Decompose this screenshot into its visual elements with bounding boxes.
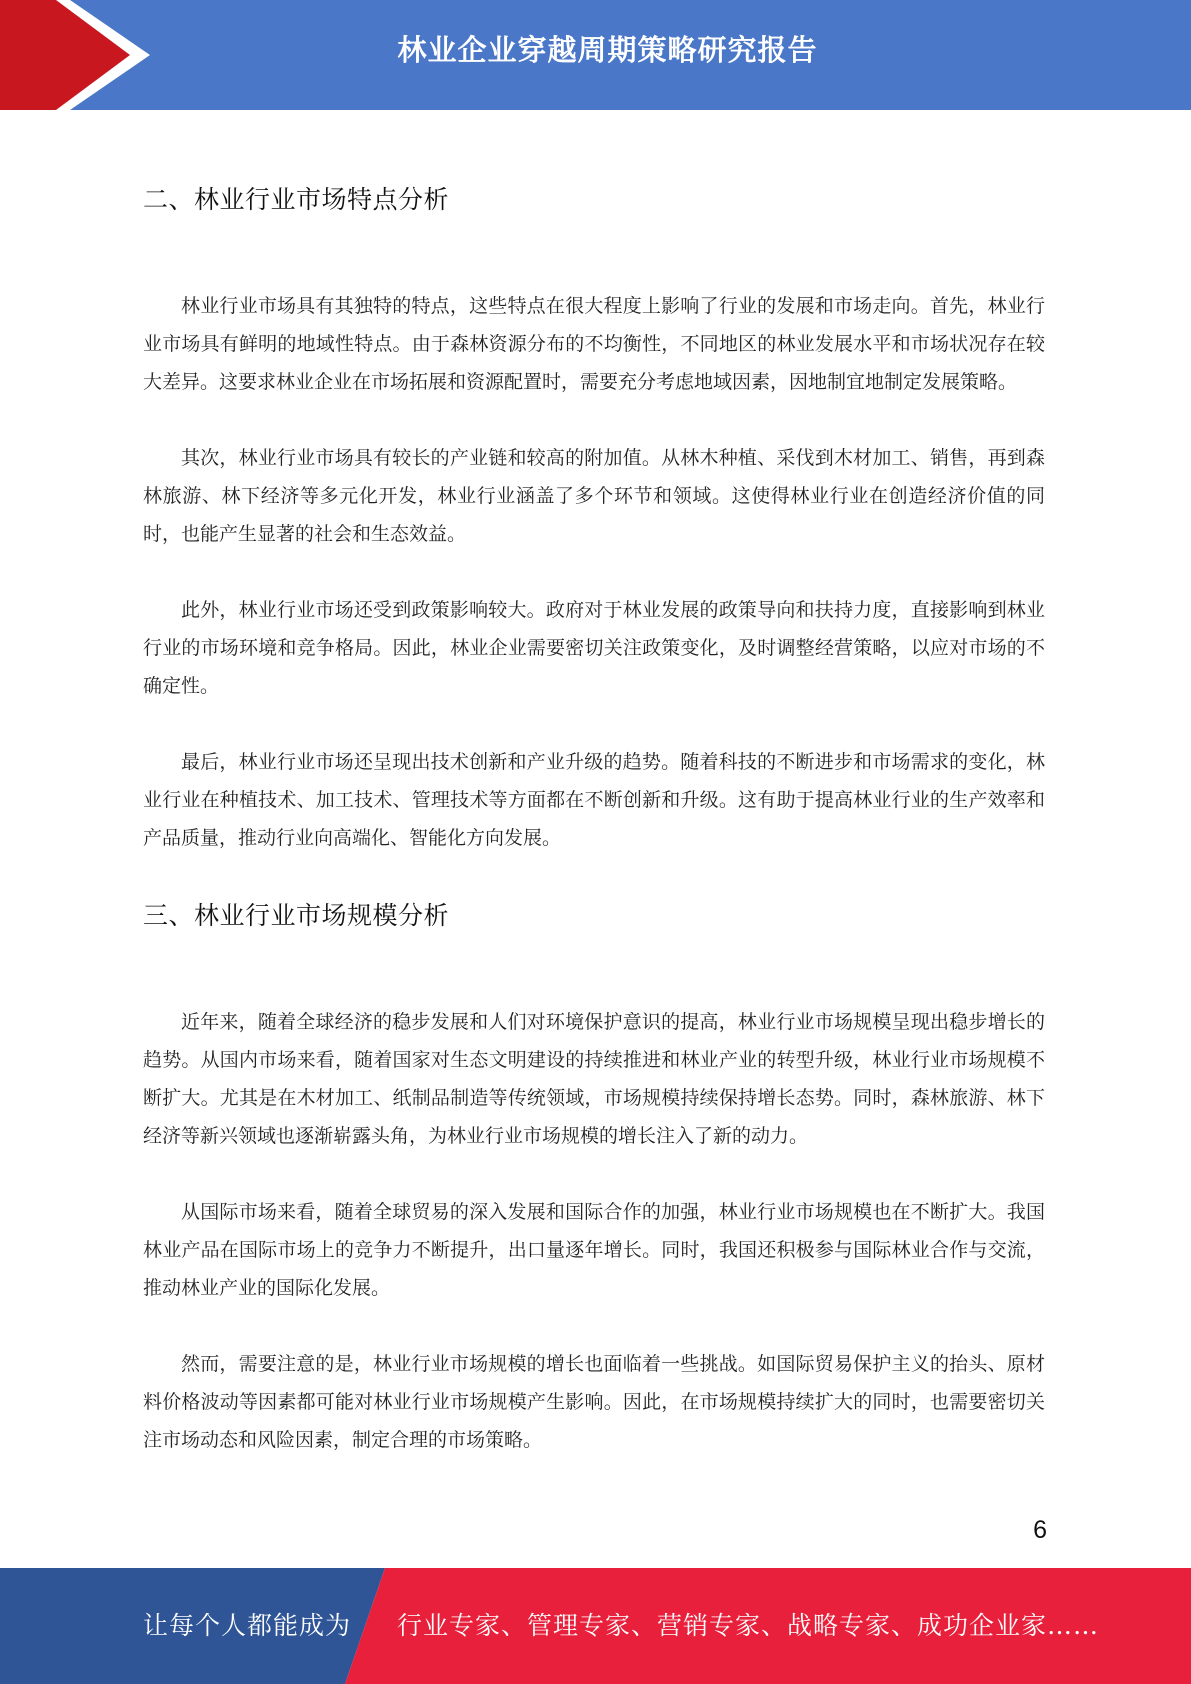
paragraph: 林业行业市场具有其独特的特点，这些特点在很大程度上影响了行业的发展和市场走向。首先，林业行业市场具有鲜明的地域性特点。由于森林资源分布的不均衡性，不同地区的林业发展水平和市场状况存在较大差异。这要求林业企业在市场拓展和资源配置时，需要充分考虑地域因素，因地制宜地制定发展策略。 [143,295,1045,393]
header-band [0,0,1191,110]
paragraph: 从国际市场来看，随着全球贸易的深入发展和国际合作的加强，林业行业市场规模也在不断扩大。我国林业产品在国际市场上的竞争力不断提升，出口量逐年增长。同时，我国还积极参与国际林业合作与交流，推动林业产业的国际化发展。 [143,1201,1045,1299]
footer-band [0,1568,1191,1684]
report-title: 林业企业穿越周期策略研究报告 [397,33,818,67]
paragraph: 近年来，随着全球经济的稳步发展和人们对环境保护意识的提高，林业行业市场规模呈现出稳步增长的趋势。从国内市场来看，随着国家对生态文明建设的持续推进和林业产业的转型升级，林业行业市场规模不断扩大。尤其是在木材加工、纸制品制造等传统领域，市场规模持续保持增长态势。同时，森林旅游、林下经济等新兴领域也逐渐崭露头角，为林业行业市场规模的增长注入了新的动力。 [143,1011,1045,1147]
paragraph: 最后，林业行业市场还呈现出技术创新和产业升级的趋势。随着科技的不断进步和市场需求的变化，林业行业在种植技术、加工技术、管理技术等方面都在不断创新和升级。这有助于提高林业行业的生产效率和产品质量，推动行业向高端化、智能化方向发展。 [143,751,1045,849]
paragraph: 然而，需要注意的是，林业行业市场规模的增长也面临着一些挑战。如国际贸易保护主义的抬头、原材料价格波动等因素都可能对林业行业市场规模产生影响。因此，在市场规模持续扩大的同时，也需要密切关注市场动态和风险因素，制定合理的市场策略。 [143,1353,1045,1451]
footer-slogan-left: 让每个人都能成为 [143,1611,352,1640]
paragraph: 其次，林业行业市场具有较长的产业链和较高的附加值。从林木种植、采伐到木材加工、销售，再到森林旅游、林下经济等多元化开发，林业行业涵盖了多个环节和领域。这使得林业行业在创造经济价值的同时，也能产生显著的社会和生态效益。 [143,447,1045,545]
section-heading: 二、林业行业市场特点分析 [143,185,450,214]
section-heading: 三、林业行业市场规模分析 [143,901,450,930]
paragraph: 此外，林业行业市场还受到政策影响较大。政府对于林业发展的政策导向和扶持力度，直接影响到林业行业的市场环境和竞争格局。因此，林业企业需要密切关注政策变化，及时调整经营策略，以应对市场的不确定性。 [143,599,1045,697]
footer-slogan-right: 行业专家、管理专家、营销专家、战略专家、成功企业家…… [397,1611,1100,1640]
page-number: 6 [1033,1516,1047,1544]
document-body [143,175,1045,1459]
